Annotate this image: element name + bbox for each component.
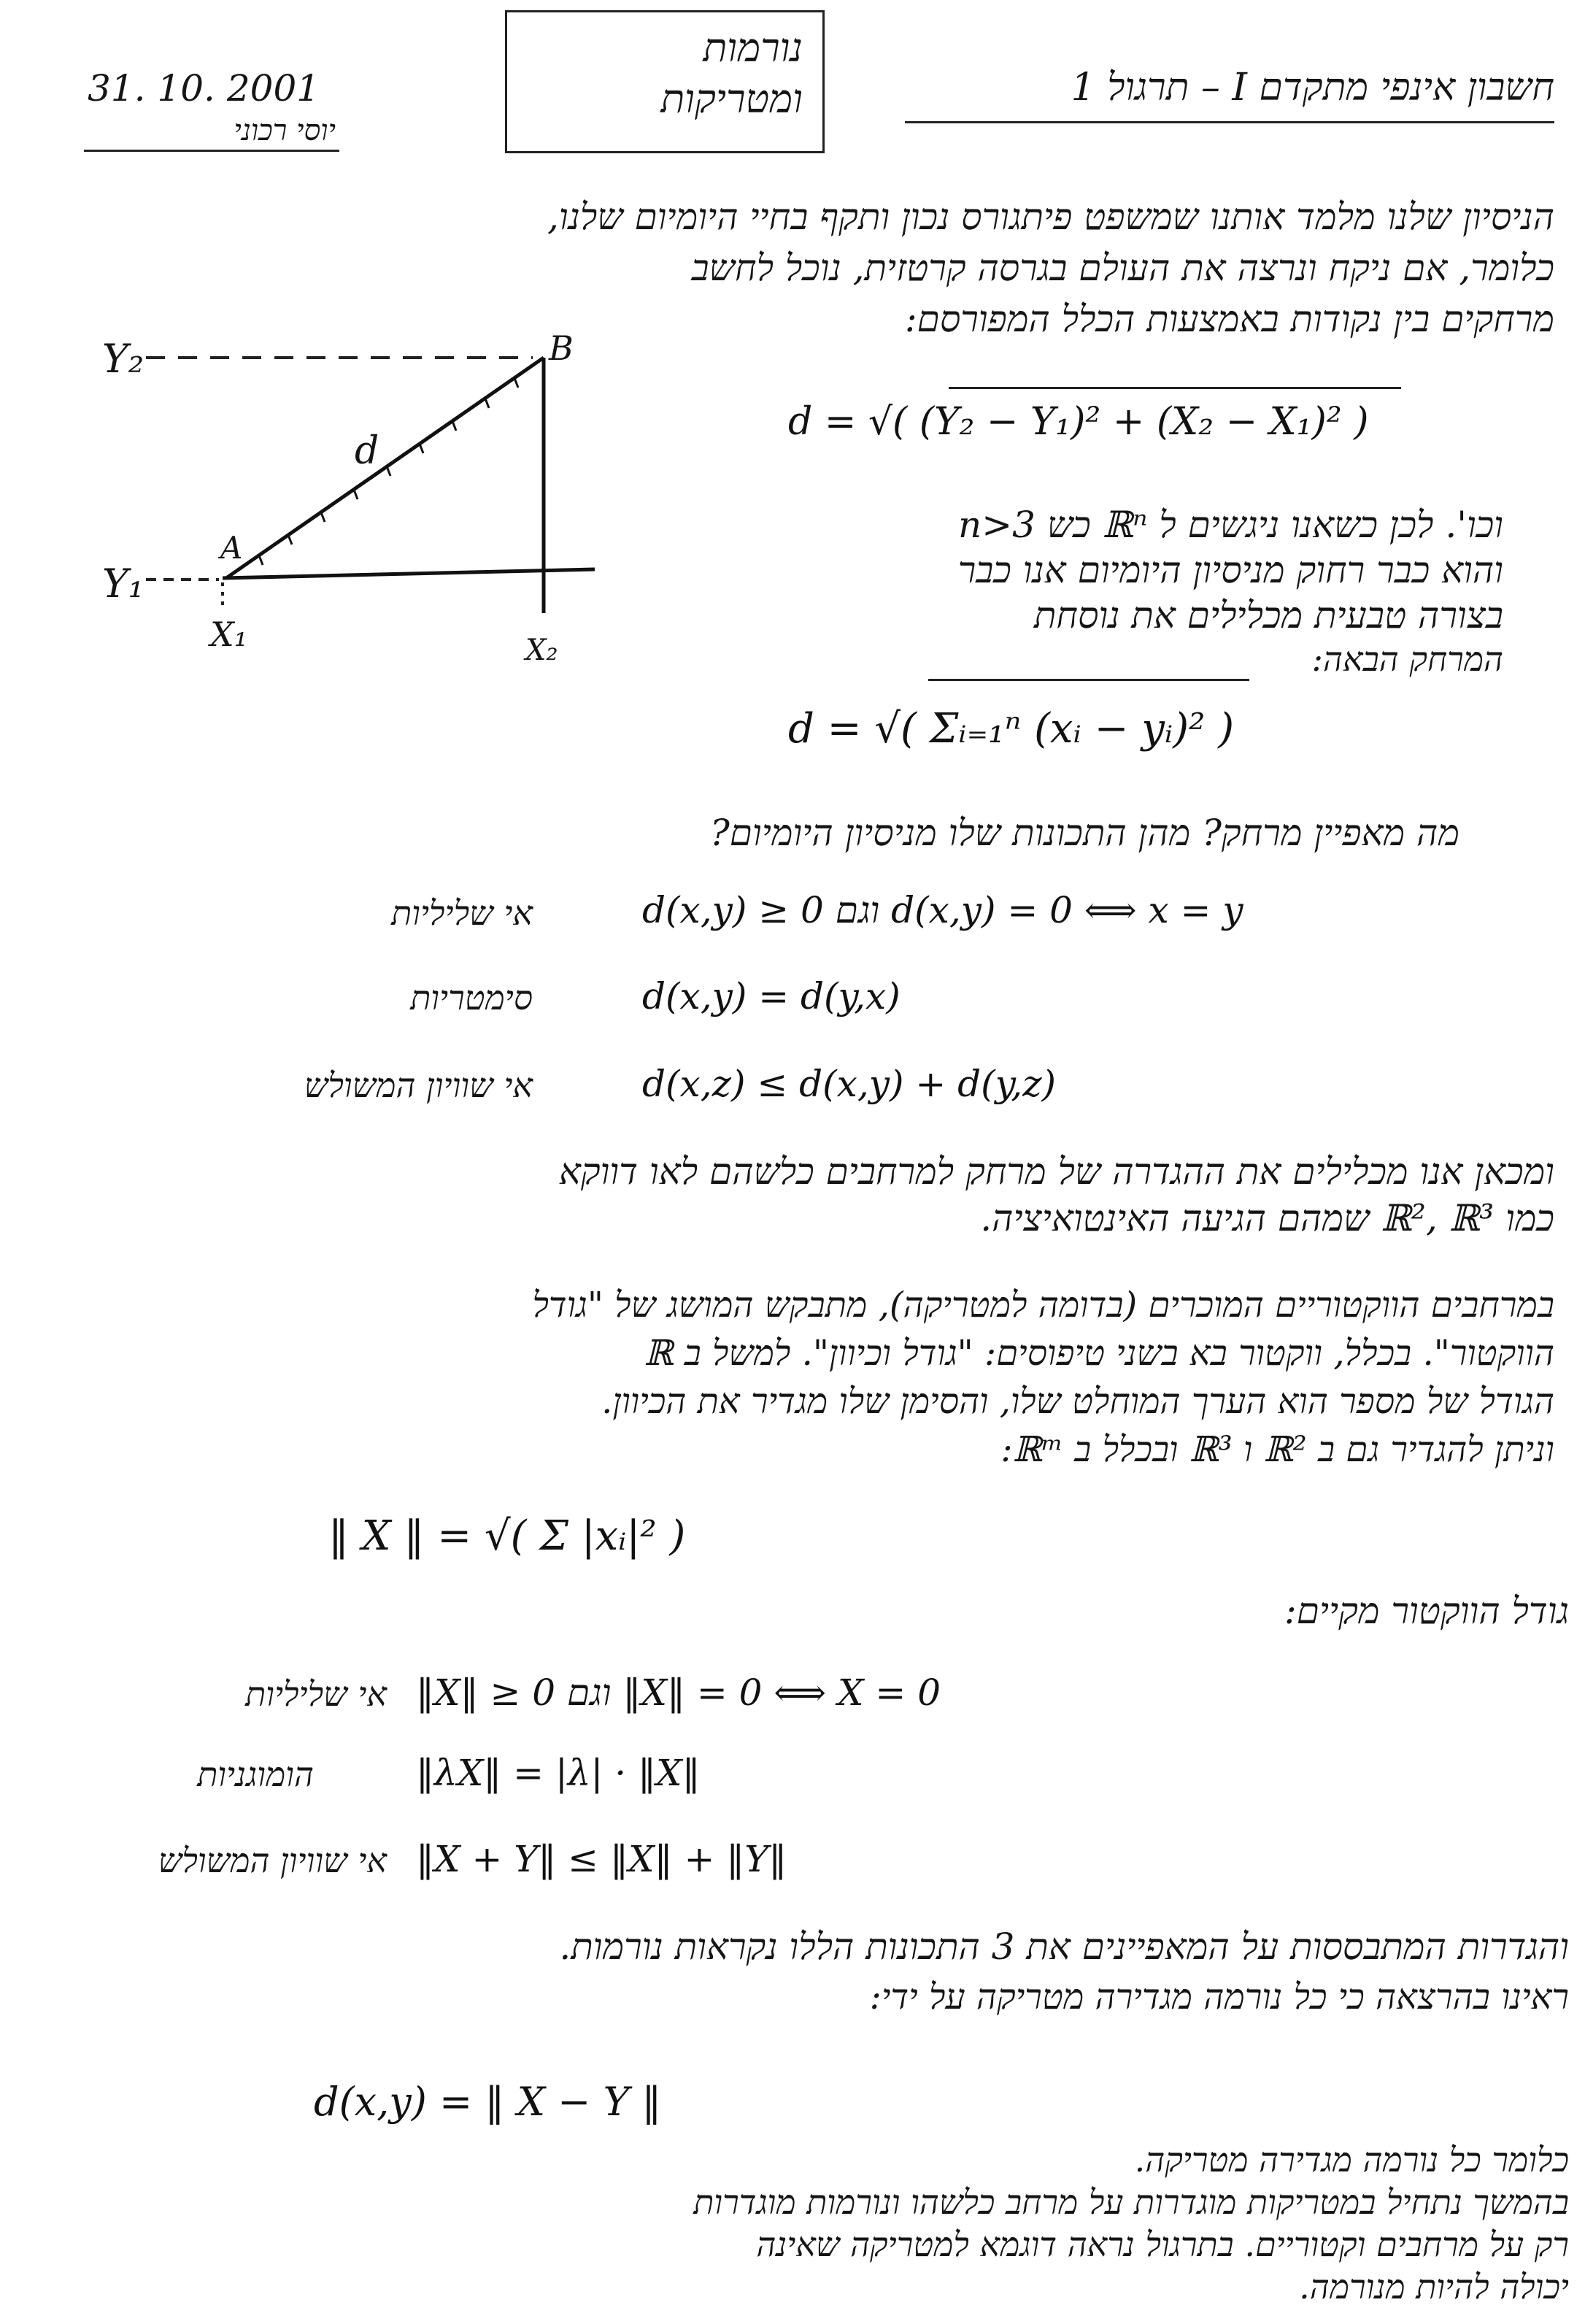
norm-prop-2-formula: ‖λX‖ = |λ| · ‖X‖ — [416, 1752, 701, 1794]
date: 31. 10. 2001 — [88, 67, 320, 109]
generalization-line-4: המרחק הבאה: — [1311, 639, 1503, 679]
metric-note-line-1: ומכאן אנו מכלילים את ההגדרה של מרחק למרחבים כלשהם לאו דווקא — [558, 1150, 1554, 1193]
norm-note-line-1: והגדרות המתבססות על המאפיינים את 3 התכונות הללו נקראות נורמות. — [559, 1925, 1569, 1968]
author-underline — [84, 150, 339, 152]
metric-prop-2-formula: d(x,y) = d(y,x) — [642, 975, 901, 1017]
metric-prop-1-label: אי שליליות — [391, 893, 533, 933]
intro-line-2: כלומר, אם ניקח ונרצה את העולם בגרסה קרטזית, נוכל לחשב — [691, 247, 1554, 289]
closing-line-2: בהמשך נתחיל במטריקות מוגדרות על מרחב כלשהו ונורמות מוגדרות — [693, 2182, 1569, 2222]
formula-distance-2d: d = √( (Y₂ − Y₁)² + (X₂ − X₁)² ) — [788, 400, 1369, 444]
metric-prop-2-label: סימטריות — [410, 978, 533, 1017]
formula-distance-nd: d = √( Σᵢ₌₁ⁿ (xᵢ − yᵢ)² ) — [788, 705, 1235, 753]
title-underline — [905, 121, 1554, 123]
norm-intro-line-3: הגודל של מספר הוא הערך המוחלט שלו, והסימן שלו מגדיר את הכיוון. — [601, 1381, 1554, 1422]
norm-intro-line-4: וניתן להגדיר גם ב ℝ² ו ℝ³ ובכלל ב ℝᵐ: — [1000, 1429, 1554, 1470]
norm-prop-3-label: אי שוויון המשולש — [158, 1841, 387, 1880]
label-y1: Y₁ — [102, 561, 144, 607]
closing-line-3: רק על מרחבים וקטוריים. בתרגול נראה דוגמא למטריקה שאינה — [756, 2225, 1569, 2264]
metric-prop-1-formula: d(x,y) ≥ 0 וגם d(x,y) = 0 ⟺ x = y — [642, 889, 1243, 931]
generalization-line-2: והוא כבר רחוק מניסיון היומיום אנו כבר — [957, 549, 1503, 591]
label-x1: X₁ — [210, 615, 248, 654]
norm-prop-1-label: אי שליליות — [245, 1674, 387, 1714]
formula-2d-overline — [949, 387, 1401, 389]
closing-line-4: יכולה להיות מנורמה. — [1299, 2267, 1569, 2306]
metric-prop-3-label: אי שוויון המשולש — [304, 1066, 533, 1105]
norm-intro-line-2: הווקטור". בכלל, ווקטור בא בשני טיפוסים: "גודל וכיוון". למשל ב ℝ — [644, 1333, 1554, 1374]
norm-prop-3-formula: ‖X + Y‖ ≤ ‖X‖ + ‖Y‖ — [416, 1838, 787, 1880]
page-title: חשבון אינפי מתקדם I – תרגול 1 — [1071, 66, 1554, 109]
topic-box-line-1: נורמות — [703, 25, 803, 71]
label-x2: X₂ — [525, 634, 558, 667]
label-y2: Y₂ — [102, 336, 144, 382]
generalization-line-1: וכו'. לכן כשאנו ניגשים ל ℝⁿ כש n>3 — [958, 504, 1503, 546]
metric-question: מה מאפיין מרחק? מהן התכונות שלו מניסיון היומיום? — [709, 812, 1459, 854]
author-name: יוסי רכוני — [234, 114, 336, 147]
hypotenuse — [226, 358, 544, 578]
norm-prop-1-formula: ‖X‖ ≥ 0 וגם ‖X‖ = 0 ⟺ X = 0 — [416, 1671, 941, 1714]
norm-note-line-2: ראינו בהרצאה כי כל נורמה מגדירה מטריקה על ידי: — [869, 1977, 1569, 2017]
closing-line-1: כלומר כל נורמה מגדירה מטריקה. — [1134, 2140, 1569, 2179]
label-a: A — [220, 530, 243, 566]
norm-prop-2-label: הומוגניות — [197, 1755, 314, 1794]
norm-question: גודל הווקטור מקיים: — [1284, 1590, 1569, 1632]
formula-norm: ‖ X ‖ = √( Σ |xᵢ|² ) — [328, 1512, 686, 1560]
topic-box-line-2: ומטריקות — [660, 76, 803, 122]
label-d: d — [355, 429, 379, 473]
norm-intro-line-1: במרחבים הווקטוריים המוכרים (בדומה למטריקה), מתבקש המושג של "גודל — [532, 1285, 1554, 1325]
intro-line-1: הניסיון שלנו מלמד אותנו שמשפט פיתגורס נכון ותקף בחיי היומיום שלנו, — [547, 196, 1554, 238]
intro-line-3: מרחקים בין נקודות באמצעות הכלל המפורסם: — [904, 298, 1554, 340]
formula-induced-metric: d(x,y) = ‖ X − Y ‖ — [314, 2079, 662, 2125]
metric-note-line-2: כמו ℝ², ℝ³ שמהם הגיעה האינטואיציה. — [980, 1197, 1554, 1239]
metric-prop-3-formula: d(x,z) ≤ d(x,y) + d(y,z) — [642, 1063, 1057, 1105]
formula-nd-overline — [928, 679, 1249, 681]
label-b: B — [549, 328, 574, 368]
generalization-line-3: בצורה טבעית מכלילים את נוסחת — [1033, 594, 1503, 636]
